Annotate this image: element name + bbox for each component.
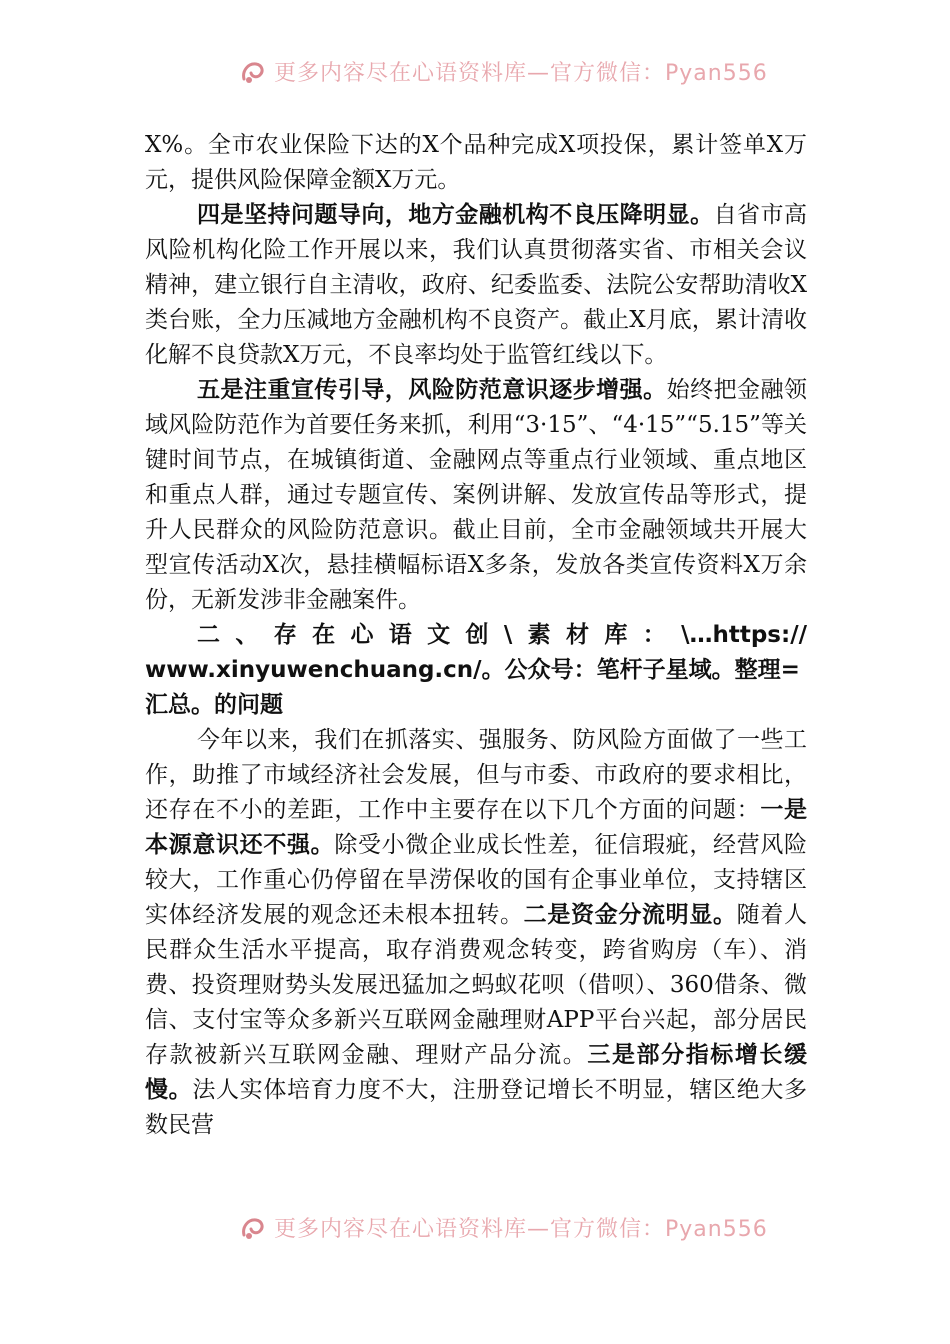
- logo-icon: [240, 59, 266, 85]
- watermark-banner-bottom: [0, 1206, 950, 1246]
- paragraph-2: 四是坚持问题导向，地方金融机构不良压降明显。自省市高风险机构化险工作开展以来，我们认真贯彻落实省、市相关会议精神，建立银行自主清收，政府、纪委监委、法院公安帮助清收X类台账，全力压减地方金融机构不良资产。截止X月底，累计清收化解不良贷款X万元，不良率均处于监管红线以下。: [145, 202, 808, 368]
- problem-2-heading: 二是资金分流明显。: [523, 902, 737, 928]
- paragraph-3: 五是注重宣传引导，风险防范意识逐步增强。始终把金融领域风险防范作为首要任务来抓，利用“3·15”、“4·15”“5.15”等关键时间节点，在城镇街道、金融网点等重点行业领域、重点地区和重点人群，通过专题宣传、案例讲解、发放宣传品等形式，提升人民群众的风险防范意识。截止目前，全市金融领域共开展大型宣传活动X次，悬挂横幅标语X多条，发放各类宣传资料X万余份，无新发涉非金融案件。: [145, 377, 808, 613]
- section-heading-continued: www.xinyuwenchuang.cn/。公众号：笔杆子星域。整理=汇总。的问题: [145, 657, 800, 718]
- paragraph-4: 今年以来，我们在抓落实、强服务、防风险方面做了一些工作，助推了市域经济社会发展，但与市委、市政府的要求相比，还存在不小的差距，工作中主要存在以下几个方面的问题：一是本源意识还不强。除受小微企业成长性差，征信瑕疵，经营风险较大，工作重心仍停留在旱涝保收的国有企事业单位，支持辖区实体经济发展的观念还未根本扭转。二是资金分流明显。随着人民群众生活水平提高，取存消费观念转变，跨省购房（车）、消费、投资理财势头发展迅猛加之蚂蚁花呗（借呗）、360借条、微信、支付宝等众多新兴互联网金融理财APP平台兴起，部分居民存款被新兴互联网金融、理财产品分流。三是部分指标增长缓慢。法人实体培育力度不大，注册登记增长不明显，辖区绝大多数民营: [145, 727, 808, 1138]
- watermark-banner-top: [0, 50, 950, 90]
- watermark-text: 更多内容尽在心语资料库—官方微信：Pyan556: [274, 1217, 768, 1242]
- paragraph-1: X%。全市农业保险下达的X个品种完成X项投保，累计签单X万元，提供风险保障金额X万元。: [145, 132, 807, 193]
- watermark-text: 更多内容尽在心语资料库—官方微信：Pyan556: [274, 61, 768, 86]
- document-body: [145, 128, 807, 1143]
- logo-icon: [240, 1215, 266, 1241]
- problem-1-heading: 一是本源意识还不强。: [145, 797, 808, 858]
- paragraph-2-heading: 四是坚持问题导向，地方金融机构不良压降明显。: [197, 202, 714, 228]
- section-heading: 二 、 存 在 心 语 文 创 \ 素 材 库 ： \…https://: [197, 622, 807, 648]
- paragraph-3-heading: 五是注重宣传引导，风险防范意识逐步增强。: [197, 377, 667, 403]
- problem-3-heading: 三是部分指标增长缓慢。: [145, 1042, 808, 1103]
